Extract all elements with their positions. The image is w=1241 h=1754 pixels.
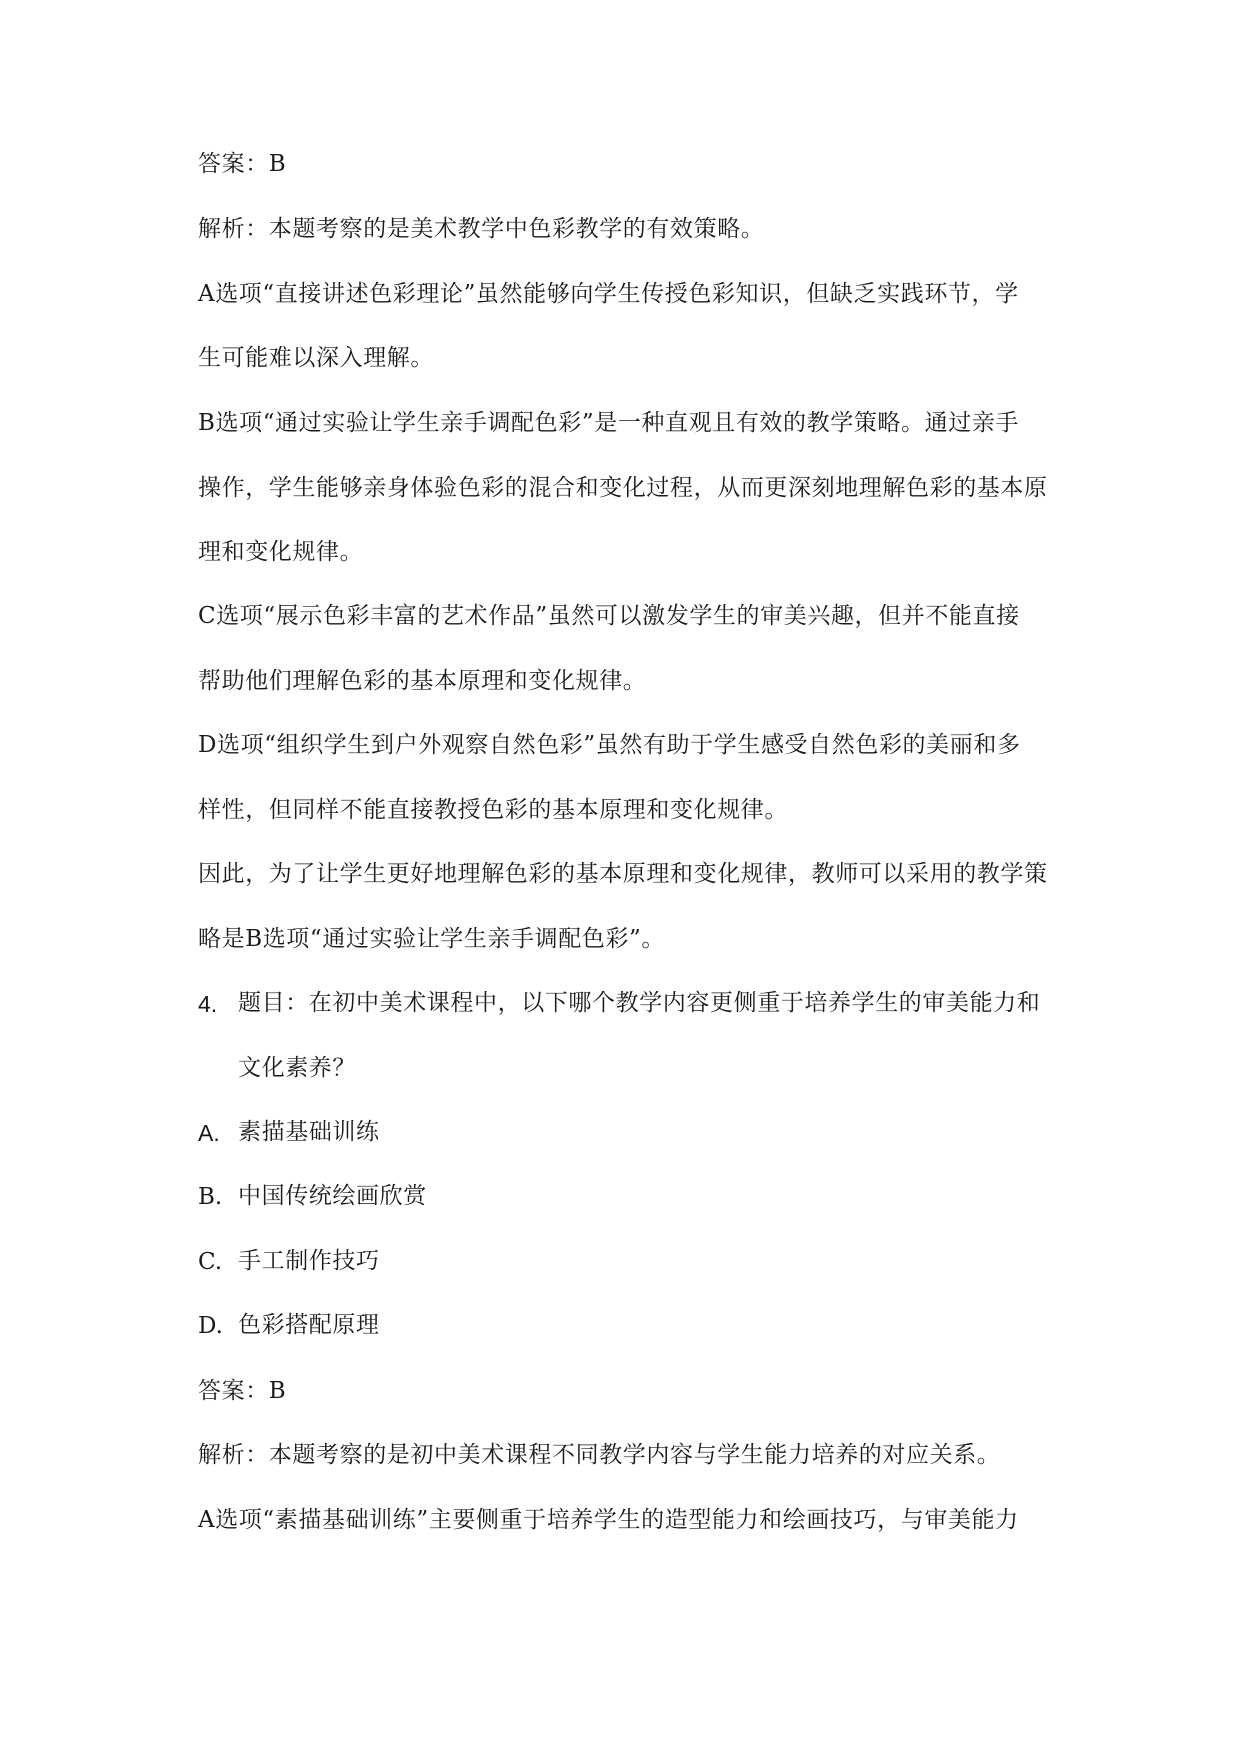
question-number: 4. — [198, 991, 218, 1017]
q3-option-a-analysis-line1: A选项“直接讲述色彩理论”虽然能够向学生传授色彩知识，但缺乏实践环节，学 — [198, 281, 1019, 307]
question-stem-line2: 文化素养？ — [238, 1055, 356, 1081]
q3-option-a-analysis-line2: 生可能难以深入理解。 — [198, 345, 434, 371]
q3-option-b-analysis-line1: B选项“通过实验让学生亲手调配色彩”是一种直观且有效的教学策略。通过亲手 — [198, 410, 1020, 436]
q3-option-c-analysis-line2: 帮助他们理解色彩的基本原理和变化规律。 — [198, 668, 647, 694]
q3-option-b-analysis-line3: 理和变化规律。 — [198, 539, 364, 565]
option-c-letter: C. — [198, 1249, 223, 1275]
q3-option-d-analysis-line1: D选项“组织学生到户外观察自然色彩”虽然有助于学生感受自然色彩的美丽和多 — [198, 732, 1021, 758]
q3-option-b-analysis-line2: 操作，学生能够亲身体验色彩的混合和变化过程，从而更深刻地理解色彩的基本原 — [198, 475, 1048, 501]
option-b-letter: B. — [198, 1184, 223, 1210]
option-d-text: 色彩搭配原理 — [238, 1312, 380, 1338]
option-b-text: 中国传统绘画欣赏 — [238, 1183, 427, 1209]
option-a-text: 素描基础训练 — [238, 1119, 380, 1145]
option-a-letter: A. — [198, 1120, 220, 1146]
q3-option-c-analysis-line1: C选项“展示色彩丰富的艺术作品”虽然可以激发学生的审美兴趣，但并不能直接 — [198, 603, 1020, 629]
option-c-text: 手工制作技巧 — [238, 1248, 380, 1274]
q3-option-d-analysis-line2: 样性，但同样不能直接教授色彩的基本原理和变化规律。 — [198, 797, 788, 823]
answer-text-q3: 答案：B — [198, 151, 287, 177]
question-stem-line1: 题目：在初中美术课程中，以下哪个教学内容更侧重于培养学生的审美能力和 — [238, 990, 1041, 1016]
answer-text-q4: 答案：B — [198, 1378, 287, 1404]
q3-conclusion-line1: 因此，为了让学生更好地理解色彩的基本原理和变化规律，教师可以采用的教学策 — [198, 861, 1048, 887]
analysis-intro-q4: 解析：本题考察的是初中美术课程不同教学内容与学生能力培养的对应关系。 — [198, 1442, 1001, 1468]
option-d-letter: D. — [198, 1313, 223, 1339]
q4-option-a-analysis-line1: A选项“素描基础训练”主要侧重于培养学生的造型能力和绘画技巧，与审美能力 — [198, 1507, 1019, 1533]
analysis-intro-q3: 解析：本题考察的是美术教学中色彩教学的有效策略。 — [198, 216, 765, 242]
q3-conclusion-line2: 略是B选项“通过实验让学生亲手调配色彩”。 — [198, 926, 666, 952]
